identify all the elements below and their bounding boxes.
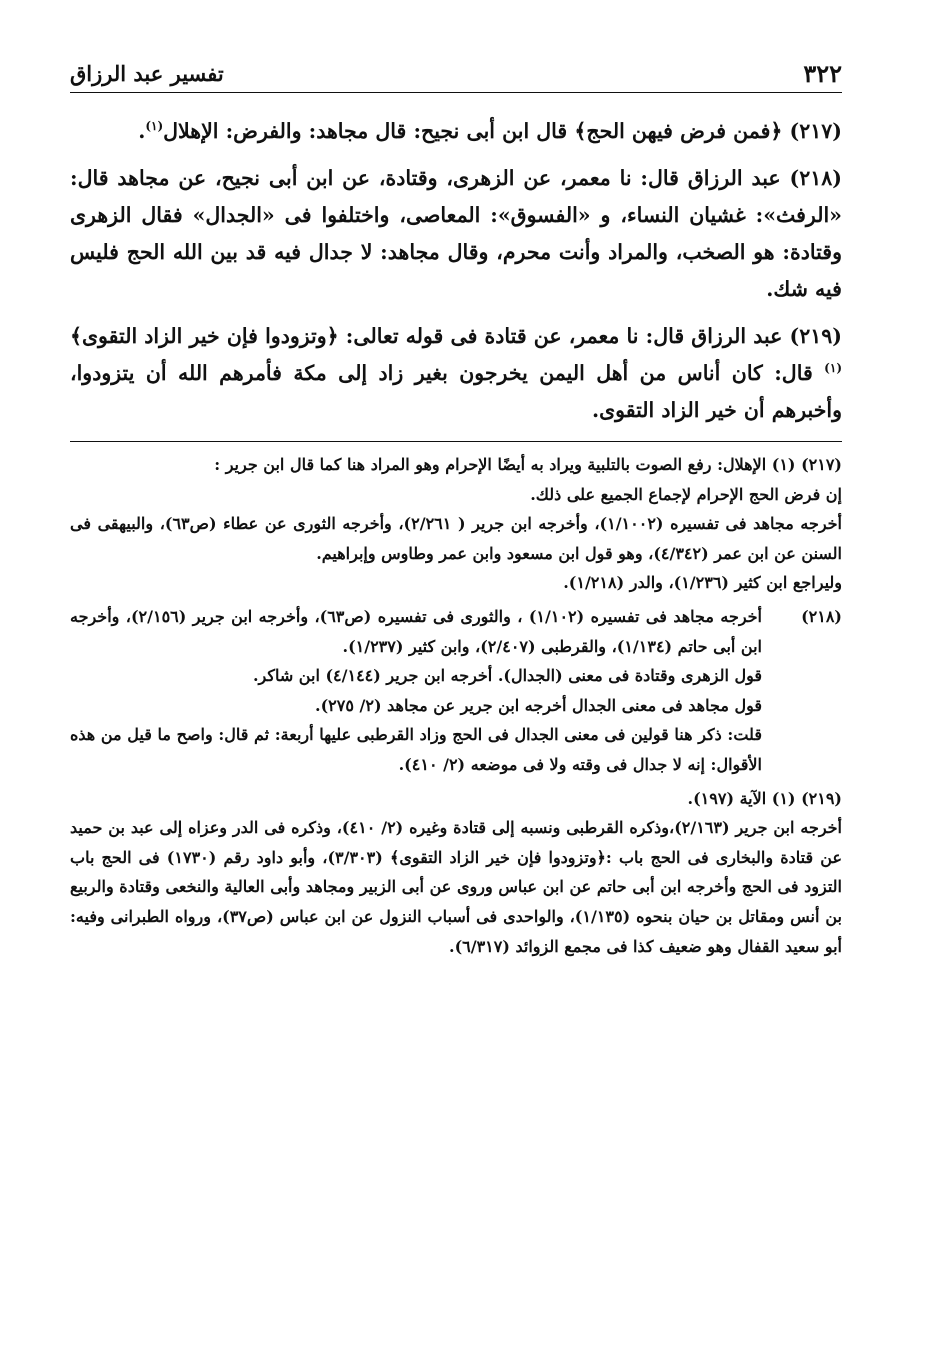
footnote-line: أخرجه ابن جرير (٢/١٦٣)،وذكره القرطبى ونسبه إلى قتادة وغيره (٢/ ٤١٠)، وذكره فى الدر وعزاه إلى عبد بن حميد عن قتادة والبخارى فى الحج باب :﴿وتزودوا فإن خير الزاد التقوى﴾ (٣/٣٠٣)، وأبو داود رقم (١٧٣٠) فى الحج باب التزود فى الحج وأخرجه ابن أبى حاتم عن ابن عباس وروى عن أبى الزبير ومجاهد وأبى العالية والنخعى وقتادة والربيع بن أنس ومقاتل بن حيان بنحوه (١/١٣٥)، والواحدى فى أسباب النزول عن ابن عباس (ص٣٧)، ورواه الطبرانى وفيه: أبو سعيد القفال وهو ضعيف كذا فى مجمع الزوائد (٦/٣١٧).	[70, 818, 843, 956]
paragraph-tail: .	[138, 119, 146, 143]
paragraph-text: عبد الرزاق قال: نا معمر، عن قتادة فى قوله تعالى:	[338, 324, 790, 348]
footnote-mark: (١)	[824, 361, 842, 376]
paragraph-number: (٢١٩)	[789, 324, 842, 348]
quran-quote: ﴿وتزودوا فإن خير الزاد التقوى﴾	[70, 324, 339, 348]
footnote-ref: (٢١٨)	[801, 606, 842, 626]
footnote-line: قول الزهرى وقتادة فى معنى (الجدال). أخرجه ابن جرير (٤/١٤٤) ابن شاكر.	[252, 666, 762, 686]
footnote-divider	[70, 441, 842, 442]
page-number: ٣٢٢	[803, 59, 842, 88]
book-title: تفسير عبد الرزاق	[70, 61, 224, 86]
paragraph-number: (٢١٧)	[789, 119, 842, 143]
footnote-ref: (٢١٩) (١) الآية (١٩٧).	[687, 788, 842, 808]
book-page	[70, 52, 842, 1342]
paragraph-text: قال ابن أبى نجيح: قال مجاهد: والفرض: الإهلال	[163, 119, 575, 143]
footnote-line: وليراجع ابن كثير (١/٢٣٦)، والدر (١/٢١٨).	[563, 573, 842, 593]
footnote-line: قول مجاهد فى معنى الجدال أخرجه ابن جرير عن مجاهد (٢/ ٢٧٥).	[315, 695, 762, 715]
main-text	[70, 113, 842, 429]
footnote-body	[70, 602, 842, 780]
paragraph-218	[70, 160, 842, 308]
footnote-line	[70, 450, 842, 480]
footnote-line: قلت: ذكر هنا قولين فى معنى الجدال فى الحج وزاد القرطبى عليها أربعة: ثم قال: واصح ما قيل من هذه الأقوال: إنه لا جدال فى وقته ولا فى موضعه (٢/ ٤١٠).	[70, 725, 762, 774]
paragraph-217	[70, 113, 842, 150]
quran-quote: ﴿فمن فرض فيهن الحج﴾	[574, 119, 783, 143]
footnotes	[70, 450, 842, 961]
footnote-217	[70, 450, 842, 598]
footnote-219	[70, 784, 842, 962]
footnote-text: رفع الصوت بالتلبية ويراد به أيضًا الإحرام وهو المراد هنا كما قال ابن جرير :	[214, 455, 718, 474]
footnote-line: إن فرض الحج الإحرام لإجماع الجميع على ذلك.	[530, 484, 842, 504]
running-header	[70, 52, 842, 93]
footnote-line: أخرجه مجاهد فى تفسيره (١/١٠٢) ، والثورى فى تفسيره (ص٦٣)، وأخرجه ابن جرير (٢/١٥٦)، وأخرجه ابن أبى حاتم (١/١٣٤)، والقرطبى (٢/٤٠٧)، وابن كثير (١/٢٣٧).	[70, 606, 763, 656]
paragraph-number: (٢١٨)	[789, 166, 842, 190]
footnote-mark: (١)	[145, 119, 164, 134]
paragraph-219	[70, 318, 842, 429]
footnote-line: أخرجه مجاهد فى تفسيره (١/١٠٠٢)، وأخرجه ابن جرير ( ٢/٢٦١)، وأخرجه الثورى عن عطاء (ص٦٣)، والبيهقى فى السنن عن ابن عمر (٤/٣٤٢)، وهو قول ابن مسعود وابن عمر وطاوس وإبراهيم.	[70, 514, 842, 563]
paragraph-text: قال: كان أناس من أهل اليمن يخرجون بغير زاد إلى مكة فأمرهم الله أن يتزودوا، وأخبرهم أن خير الزاد التقوى.	[70, 361, 842, 422]
paragraph-text: عبد الرزاق قال: نا معمر، عن الزهرى، وقتادة، عن ابن أبى نجيح، عن مجاهد قال: «الرفث»: غشيان النساء، و «الفسوق»: المعاصى، واختلفوا فى «الجدال» فقال الزهرى وقتادة: هو الصخب، والمراد وأنت محرم، وقال مجاهد: لا جدال فيه قد بين الله الحج فليس فيه شك.	[70, 166, 842, 301]
footnote-218	[70, 602, 842, 780]
footnote-ref: (٢١٧) (١) الإهلال:	[717, 455, 842, 474]
